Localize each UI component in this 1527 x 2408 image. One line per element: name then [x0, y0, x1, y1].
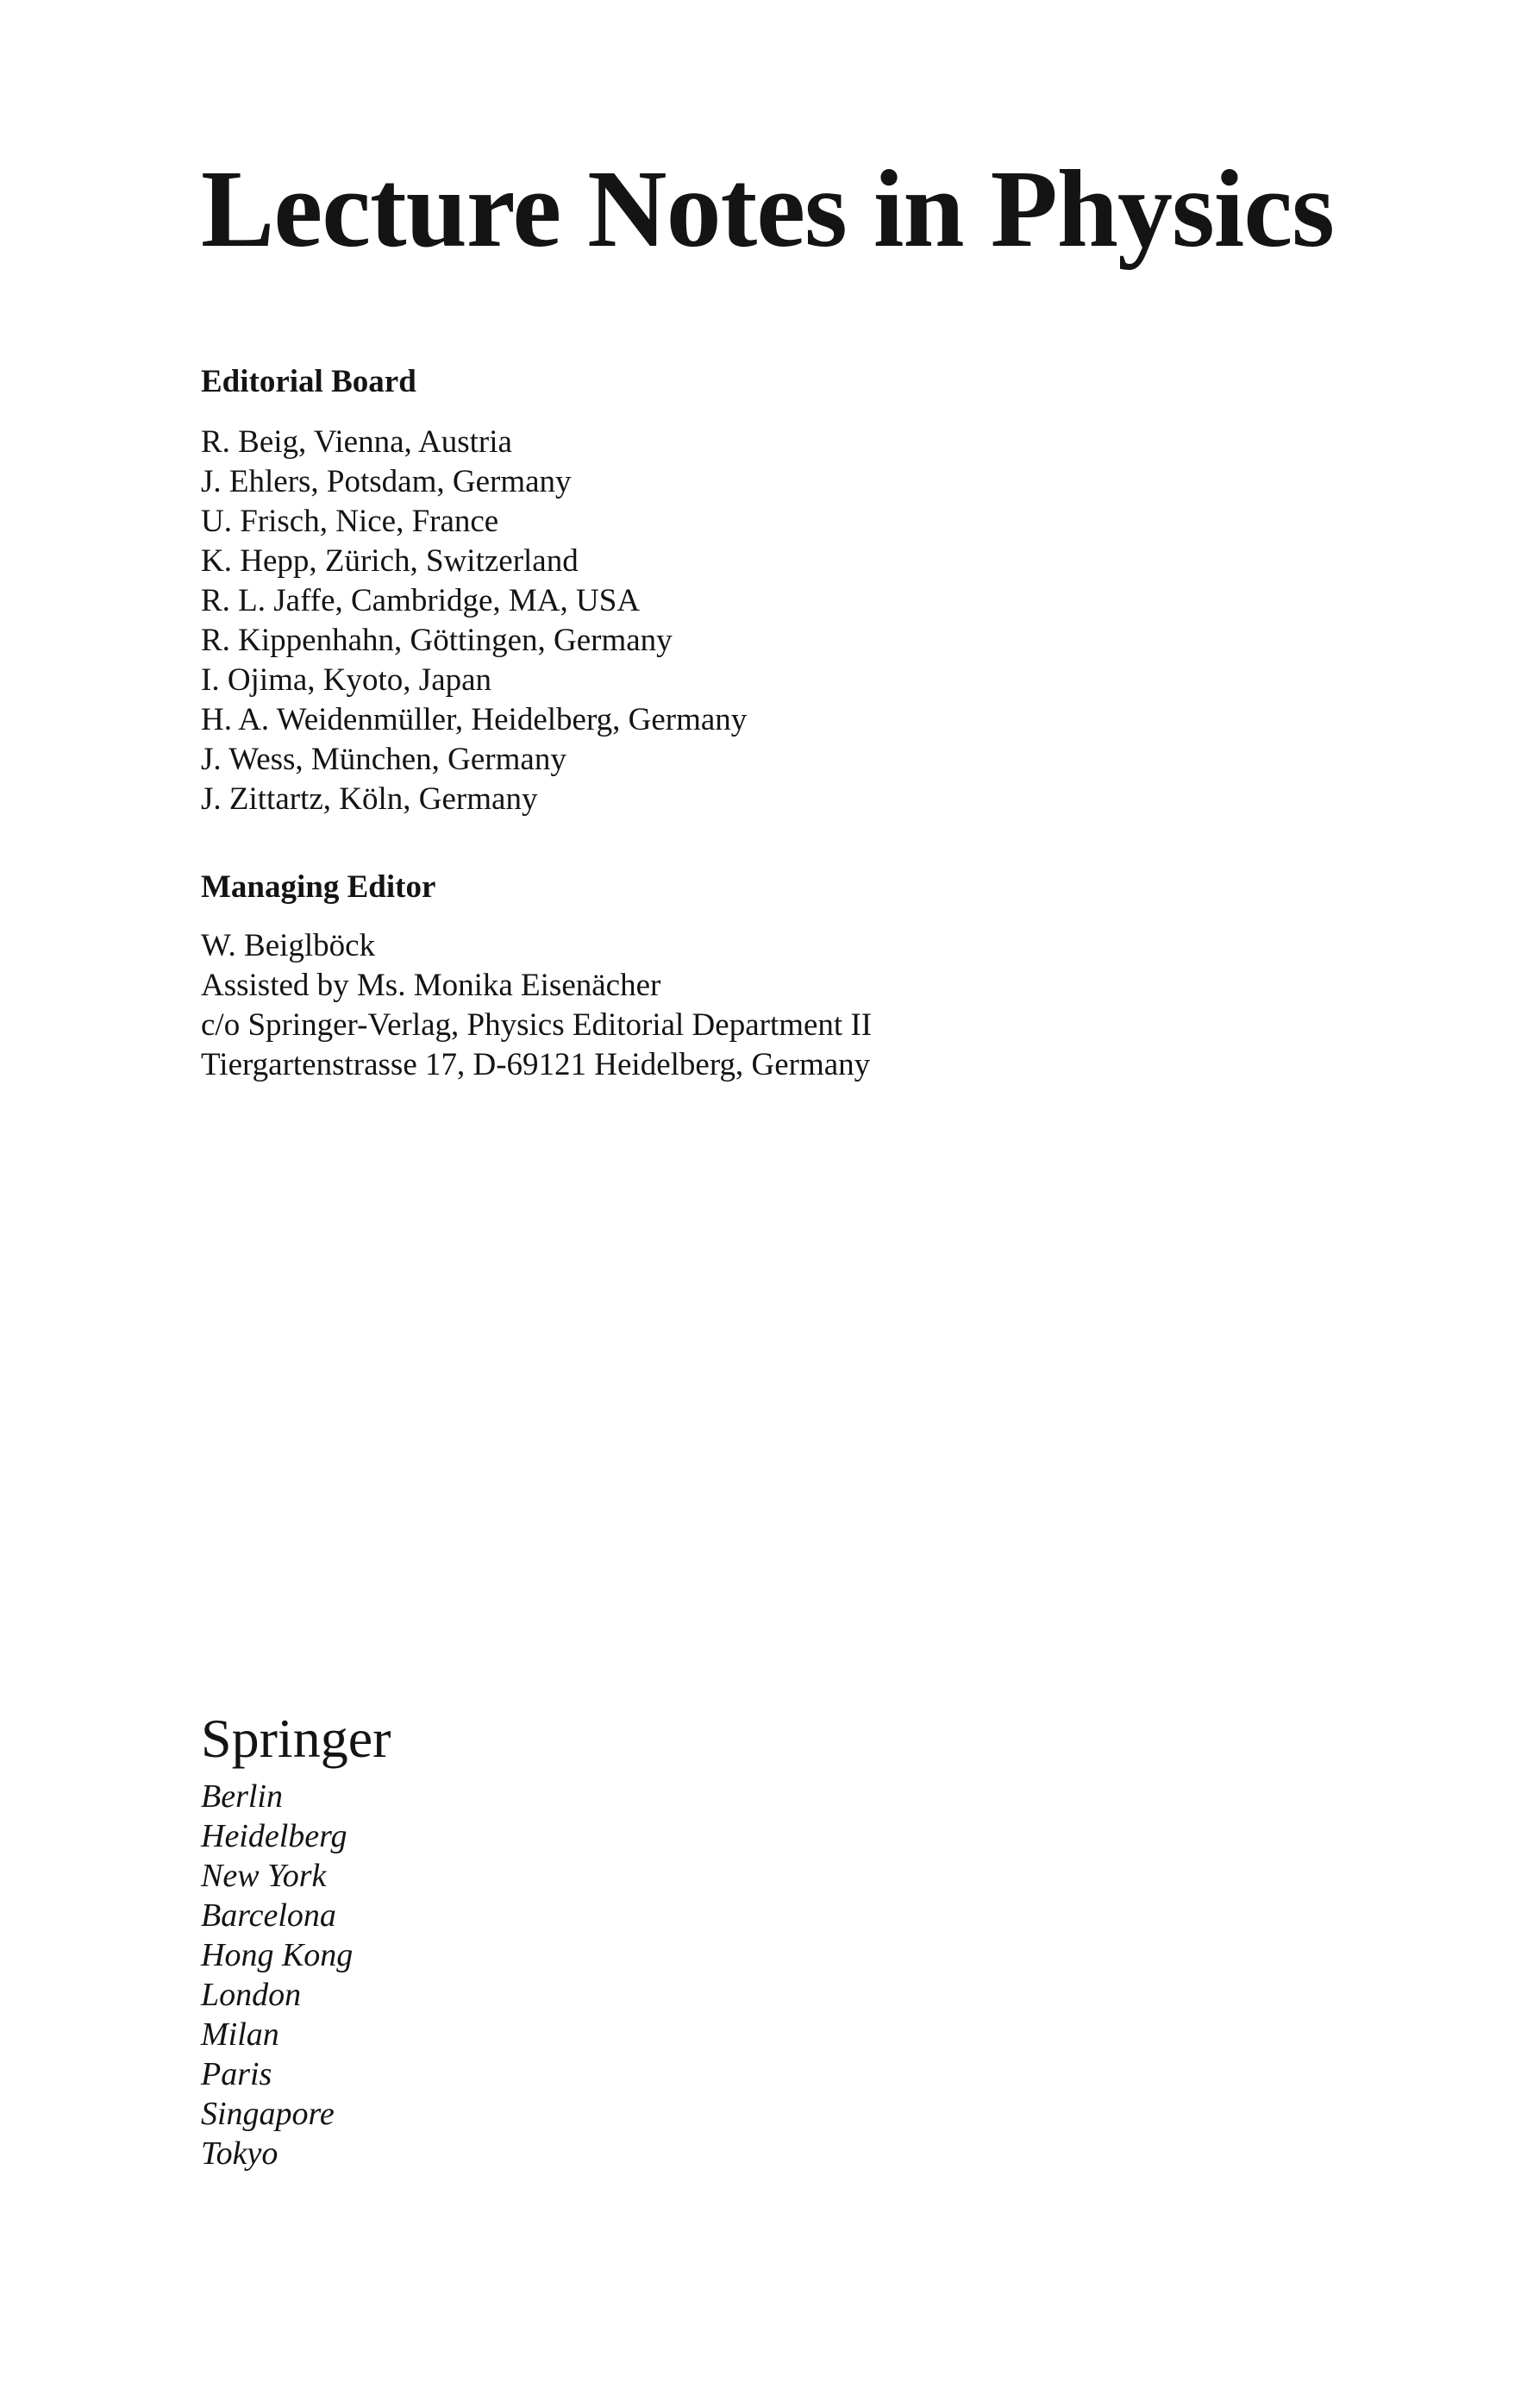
- board-member: J. Wess, München, Germany: [201, 742, 566, 777]
- editorial-board-heading: Editorial Board: [201, 364, 416, 399]
- board-member: I. Ojima, Kyoto, Japan: [201, 662, 492, 698]
- publisher-city: Singapore: [201, 2096, 335, 2132]
- publisher-city: Tokyo: [201, 2135, 278, 2172]
- board-member: J. Zittartz, Köln, Germany: [201, 781, 538, 817]
- board-member: R. L. Jaffe, Cambridge, MA, USA: [201, 583, 641, 618]
- publisher-city: Hong Kong: [201, 1937, 354, 1973]
- board-member: J. Ehlers, Potsdam, Germany: [201, 464, 572, 499]
- managing-editor-details: [201, 926, 872, 1085]
- board-member: U. Frisch, Nice, France: [201, 504, 499, 539]
- publisher-city: Heidelberg: [201, 1818, 347, 1854]
- board-member: K. Hepp, Zürich, Switzerland: [201, 543, 579, 579]
- managing-editor-address: Tiergartenstrasse 17, D-69121 Heidelberg, Germany: [201, 1047, 871, 1082]
- publisher-city: London: [201, 1977, 302, 2013]
- publisher-city: Paris: [201, 2056, 272, 2092]
- board-member: H. A. Weidenmüller, Heidelberg, Germany: [201, 702, 748, 737]
- publisher-cities: [201, 1777, 353, 2173]
- managing-editor-heading: Managing Editor: [201, 869, 436, 905]
- series-title: Lecture Notes in Physics: [201, 147, 1334, 270]
- managing-editor-name: W. Beiglböck: [201, 928, 376, 963]
- publisher-name: Springer: [201, 1708, 391, 1769]
- publisher-city: Milan: [201, 2016, 279, 2053]
- board-member: R. Kippenhahn, Göttingen, Germany: [201, 623, 673, 658]
- publisher-city: Barcelona: [201, 1897, 336, 1934]
- board-member: R. Beig, Vienna, Austria: [201, 424, 512, 460]
- editorial-board-list: [201, 423, 747, 819]
- managing-editor-department: c/o Springer-Verlag, Physics Editorial Department II: [201, 1007, 873, 1043]
- managing-editor-assistant: Assisted by Ms. Monika Eisenächer: [201, 968, 661, 1003]
- publisher-city: Berlin: [201, 1778, 283, 1815]
- publisher-city: New York: [201, 1858, 327, 1894]
